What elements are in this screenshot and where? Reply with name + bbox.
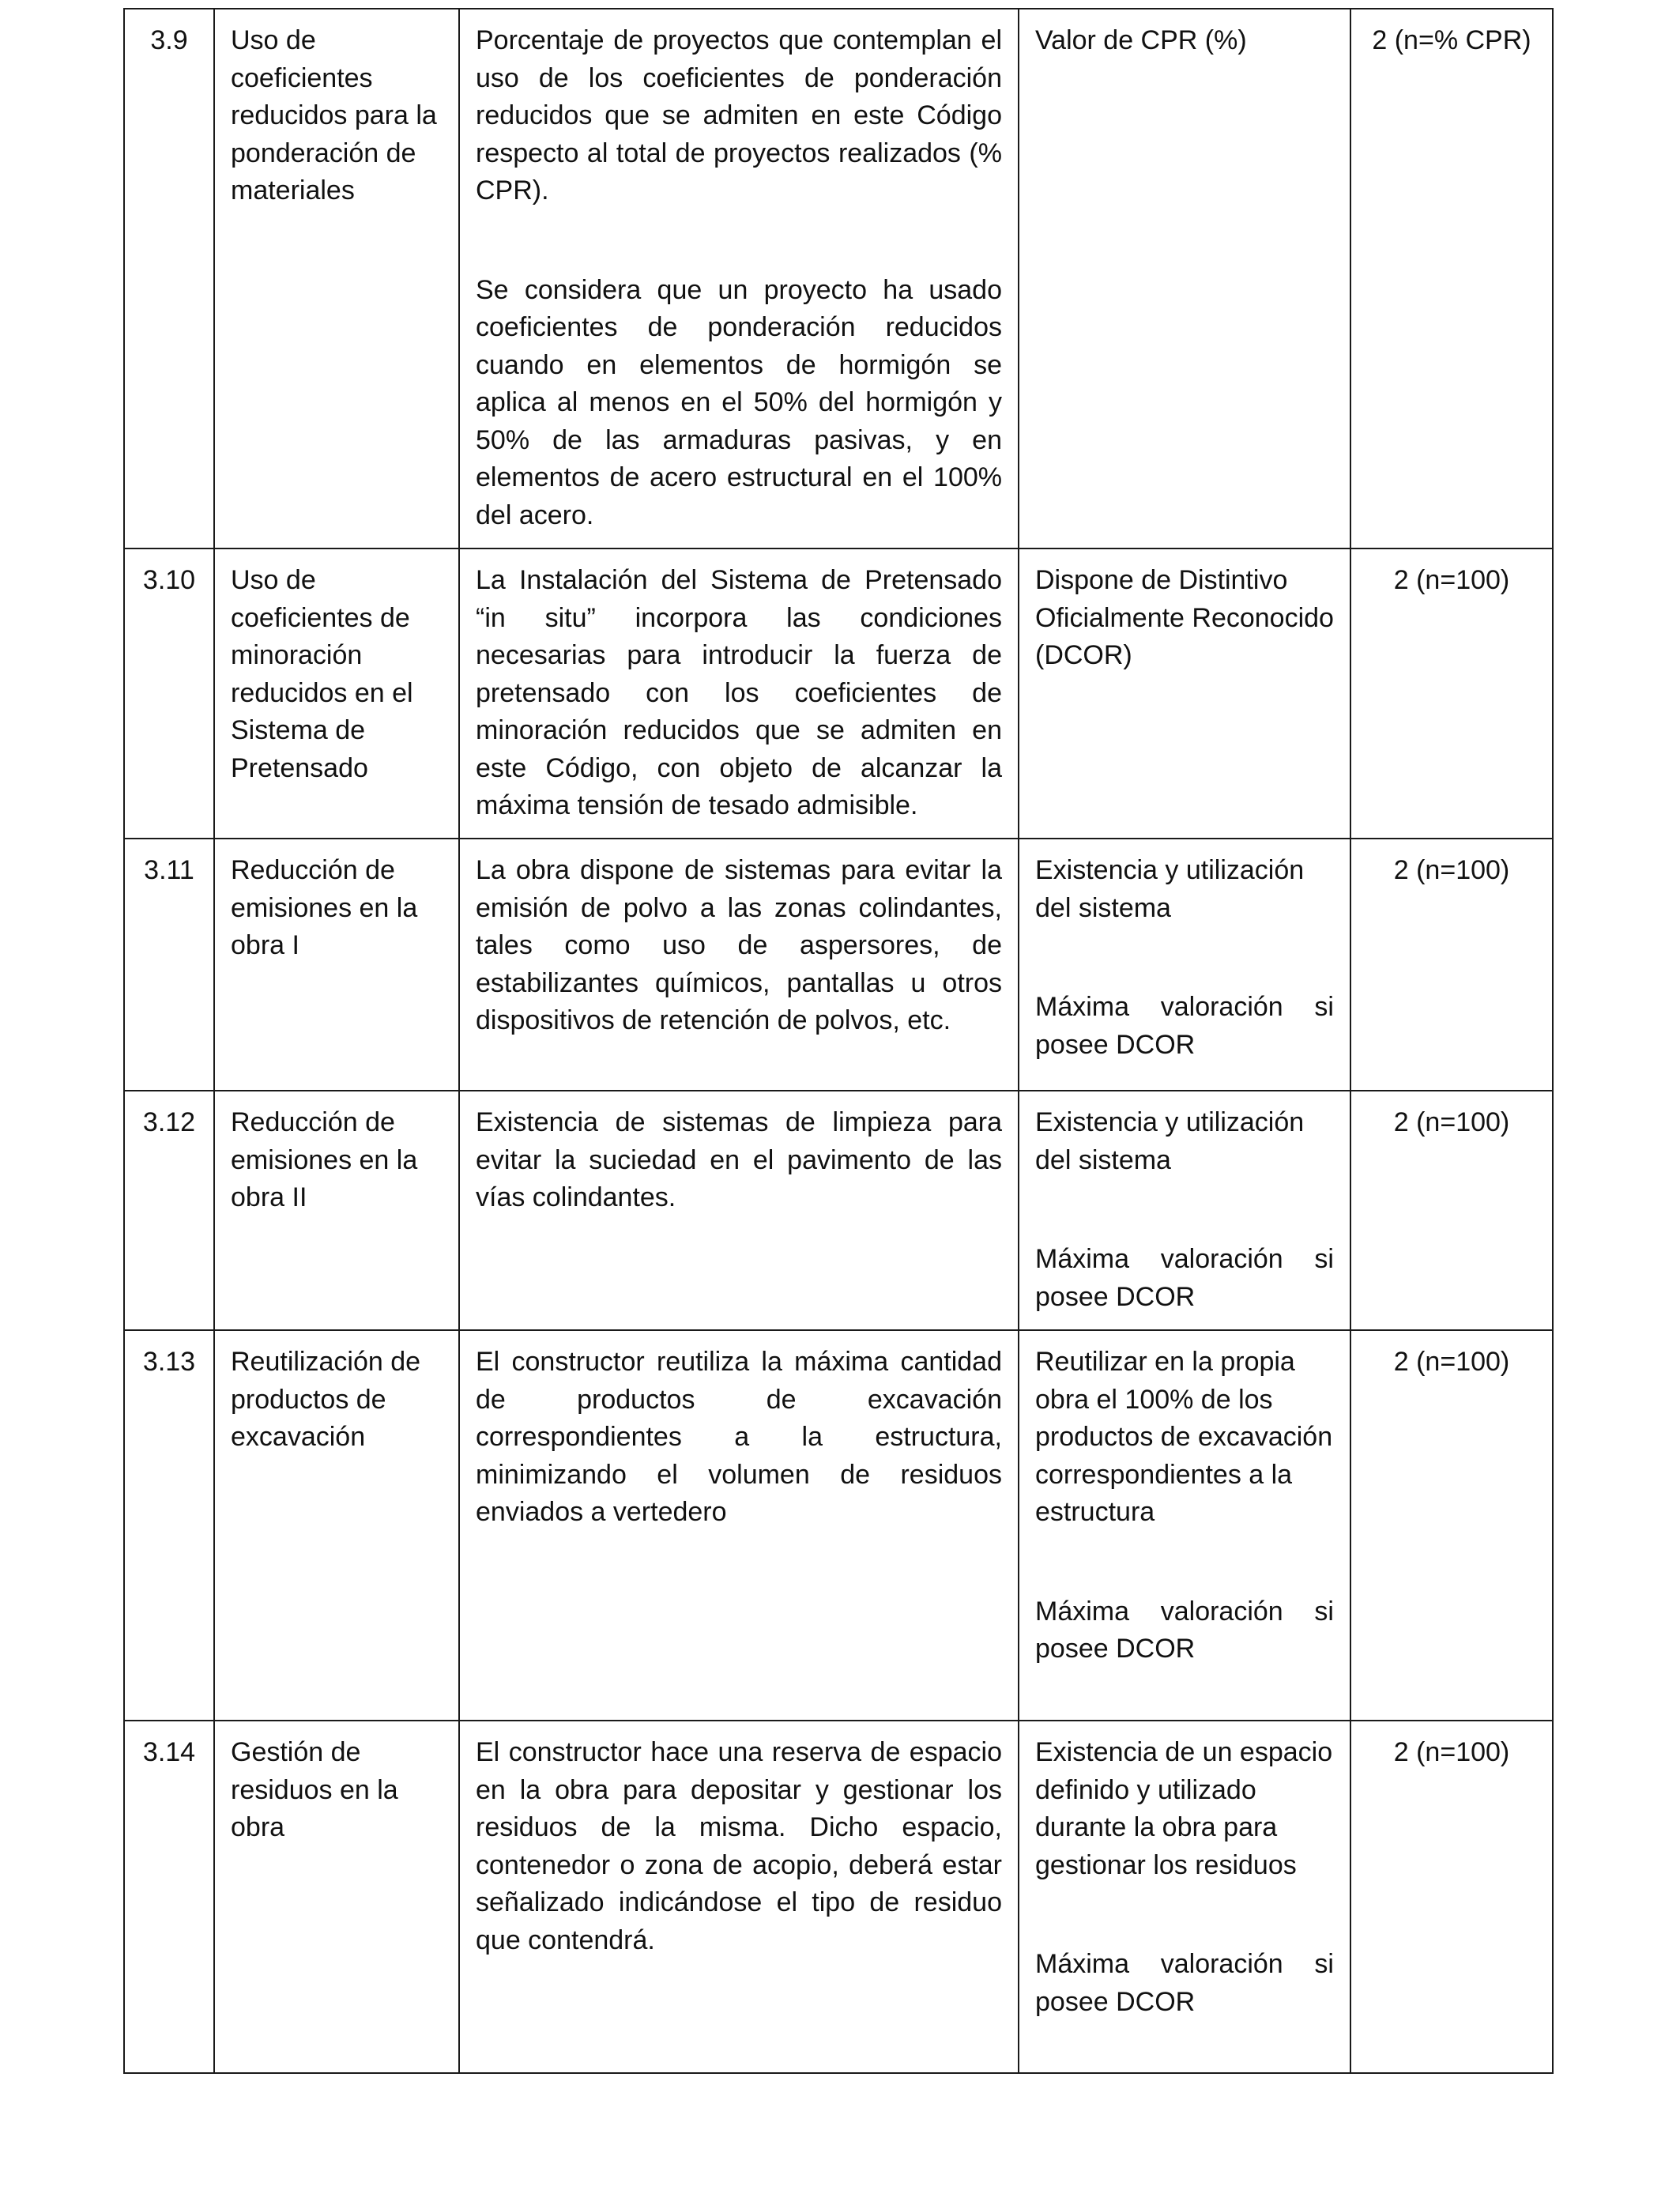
criterion-measure: [1019, 1330, 1350, 1721]
description-paragraph: El constructor reutiliza la máxima cantidad de productos de excavación correspondientes a la estructura, minimizando el volumen de residuos enviados a vertedero: [476, 1347, 1002, 1527]
criterion-number: 3.14: [124, 1721, 214, 2073]
criterion-score: 2 (n=% CPR): [1350, 9, 1553, 548]
criteria-table: [123, 8, 1554, 2074]
criterion-description: [459, 9, 1019, 548]
criterion-measure: [1019, 9, 1350, 548]
measure-text: Existencia y utilización del sistema: [1035, 1107, 1305, 1175]
measure-note: Máxima valoración si posee DCOR: [1035, 1596, 1334, 1664]
measure-text: Existencia y utilización del sistema: [1035, 855, 1305, 923]
description-paragraph: La obra dispone de sistemas para evitar la emisión de polvo a las zonas colindantes, tales como uso de aspersores, de estabilizantes químicos, pantallas u otros dispositivos de retención de polvos, etc.: [476, 855, 1002, 1035]
criterion-score: 2 (n=100): [1350, 1330, 1553, 1721]
criterion-number: 3.12: [124, 1091, 214, 1330]
measure-text: Dispone de Distintivo Oficialmente Reconocido (DCOR): [1035, 565, 1334, 670]
criterion-description: [459, 548, 1019, 839]
description-paragraph: Porcentaje de proyectos que contemplan el uso de los coeficientes de ponderación reducidos que se admiten en este Código respecto al total de proyectos realizados (% CPR).: [476, 25, 1002, 205]
criterion-score: 2 (n=100): [1350, 548, 1553, 839]
criterion-description: [459, 839, 1019, 1091]
criterion-name: Reducción de emisiones en la obra II: [214, 1091, 459, 1330]
table-row-3-11: [124, 839, 1553, 1091]
criterion-name: Gestión de residuos en la obra: [214, 1721, 459, 2073]
criterion-measure: [1019, 839, 1350, 1091]
criterion-measure: [1019, 1721, 1350, 2073]
table-row-3-12: [124, 1091, 1553, 1330]
criterion-number: 3.9: [124, 9, 214, 548]
criterion-score: 2 (n=100): [1350, 839, 1553, 1091]
criterion-description: [459, 1091, 1019, 1330]
measure-text: Existencia de un espacio definido y utilizado durante la obra para gestionar los residuos: [1035, 1737, 1333, 1880]
measure-text: Reutilizar en la propia obra el 100% de los productos de excavación correspondientes a la estructura: [1035, 1347, 1333, 1527]
table-row-3-9: [124, 9, 1553, 548]
criterion-number: 3.11: [124, 839, 214, 1091]
measure-text: Valor de CPR (%): [1035, 25, 1247, 55]
criterion-measure: [1019, 548, 1350, 839]
criterion-score: 2 (n=100): [1350, 1091, 1553, 1330]
criterion-name: Reutilización de productos de excavación: [214, 1330, 459, 1721]
criterion-score: 2 (n=100): [1350, 1721, 1553, 2073]
table-row-3-14: [124, 1721, 1553, 2073]
criterion-measure: [1019, 1091, 1350, 1330]
criterion-name: Uso de coeficientes reducidos para la ponderación de materiales: [214, 9, 459, 548]
description-paragraph: El constructor hace una reserva de espacio en la obra para depositar y gestionar los residuos de la misma. Dicho espacio, contenedor o zona de acopio, deberá estar señalizado indicándose el tipo de residuo que contendrá.: [476, 1737, 1002, 1955]
criterion-name: Uso de coeficientes de minoración reducidos en el Sistema de Pretensado: [214, 548, 459, 839]
measure-note: Máxima valoración si posee DCOR: [1035, 992, 1334, 1060]
criterion-name: Reducción de emisiones en la obra I: [214, 839, 459, 1091]
criterion-number: 3.10: [124, 548, 214, 839]
table-row-3-10: [124, 548, 1553, 839]
measure-note: Máxima valoración si posee DCOR: [1035, 1949, 1334, 2017]
table-row-3-13: [124, 1330, 1553, 1721]
description-paragraph: Se considera que un proyecto ha usado coeficientes de ponderación reducidos cuando en elementos de hormigón se aplica al menos en el 50% del hormigón y 50% de las armaduras pasivas, y en elementos de acero estructural en el 100% del acero.: [476, 274, 1002, 530]
criterion-description: [459, 1721, 1019, 2073]
description-paragraph: Existencia de sistemas de limpieza para evitar la suciedad en el pavimento de las vías colindantes.: [476, 1107, 1002, 1212]
criterion-description: [459, 1330, 1019, 1721]
description-paragraph: La Instalación del Sistema de Pretensado “in situ” incorpora las condiciones necesarias para introducir la fuerza de pretensado con los coeficientes de minoración reducidos que se admiten en este Código, con objeto de alcanzar la máxima tensión de tesado admisible.: [476, 565, 1002, 820]
criterion-number: 3.13: [124, 1330, 214, 1721]
measure-note: Máxima valoración si posee DCOR: [1035, 1244, 1334, 1312]
